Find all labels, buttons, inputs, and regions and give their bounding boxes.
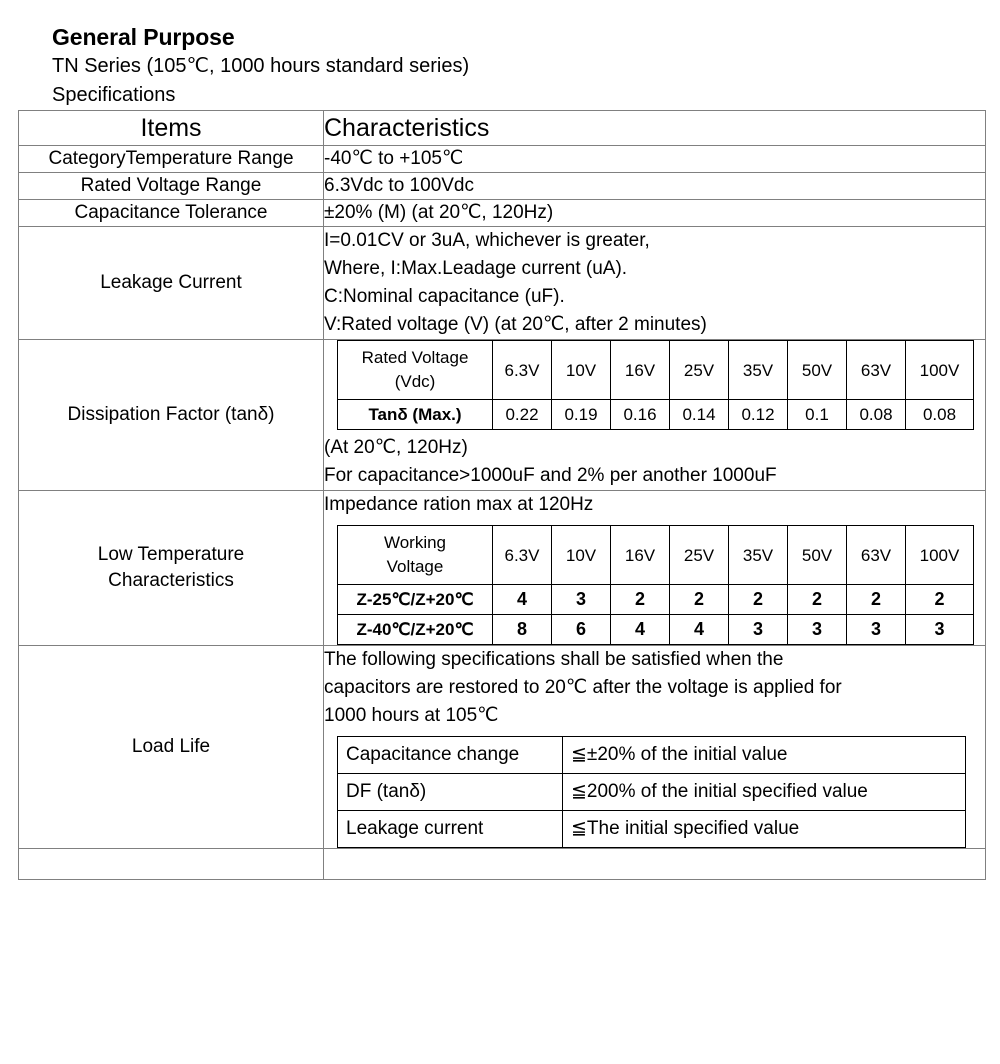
value-leakage-current <box>324 227 986 340</box>
load-life-label-leakage-current: Leakage current <box>338 811 563 848</box>
df-voltage-cell: 10V <box>552 341 611 400</box>
leakage-line-4: V:Rated voltage (V) (at 20℃, after 2 minutes) <box>324 314 707 335</box>
low-temp-label-line-1: Low Temperature <box>97 544 245 565</box>
leakage-line-2: Where, I:Max.Leadage current (uA). <box>324 258 628 279</box>
lt-z25-cell: 2 <box>847 585 906 615</box>
lt-voltage-cell: 25V <box>670 526 729 585</box>
lt-row-label-working-voltage <box>338 526 493 585</box>
lt-z40-cell: 3 <box>847 615 906 645</box>
item-next-row-clipped <box>19 849 324 880</box>
table-row <box>19 173 986 200</box>
load-life-table <box>337 736 966 848</box>
df-note-capacitance: For capacitance>1000uF and 2% per another 1000uF <box>324 465 777 486</box>
df-voltage-cell: 25V <box>670 341 729 400</box>
load-life-intro-line-2: capacitors are restored to 20℃ after the voltage is applied for <box>324 677 842 698</box>
lt-z25-cell: 2 <box>906 585 974 615</box>
value-rated-voltage-range: 6.3Vdc to 100Vdc <box>324 173 986 200</box>
lt-z40-row <box>338 615 974 645</box>
lt-row-label-z25: Z-25℃/Z+20℃ <box>338 585 493 615</box>
load-life-row <box>338 774 966 811</box>
low-temperature-table <box>337 525 974 645</box>
lt-z25-cell: 3 <box>552 585 611 615</box>
series-subtitle: TN Series (105℃, 1000 hours standard series) <box>52 55 470 77</box>
specifications-table <box>18 110 986 880</box>
lt-label-line-1: Working <box>383 533 447 552</box>
value-next-row-clipped <box>324 849 986 880</box>
item-dissipation-factor: Dissipation Factor (tanδ) <box>19 340 324 491</box>
df-voltage-header-row <box>338 341 974 400</box>
lt-z25-cell: 4 <box>493 585 552 615</box>
lt-voltage-cell: 35V <box>729 526 788 585</box>
table-row <box>19 491 986 646</box>
df-tand-cell: 0.22 <box>493 400 552 430</box>
lt-z25-cell: 2 <box>670 585 729 615</box>
table-row <box>19 200 986 227</box>
df-voltage-cell: 63V <box>847 341 906 400</box>
df-row-label-rated-voltage <box>338 341 493 400</box>
df-note-conditions: (At 20℃, 120Hz) <box>324 437 468 458</box>
df-tand-cell: 0.12 <box>729 400 788 430</box>
load-life-value-capacitance-change: ≦±20% of the initial value <box>563 737 966 774</box>
lt-z40-cell: 3 <box>906 615 974 645</box>
lt-voltage-cell: 16V <box>611 526 670 585</box>
load-life-intro-line-3: 1000 hours at 105℃ <box>324 705 499 726</box>
header-characteristics: Characteristics <box>324 111 986 146</box>
value-dissipation-factor <box>324 340 986 491</box>
lt-label-line-2: Voltage <box>386 557 444 576</box>
item-low-temperature-characteristics <box>19 491 324 646</box>
lt-z25-cell: 2 <box>729 585 788 615</box>
dissipation-factor-table <box>337 340 974 430</box>
lt-voltage-cell: 50V <box>788 526 847 585</box>
load-life-value-leakage-current: ≦The initial specified value <box>563 811 966 848</box>
lt-z40-cell: 3 <box>788 615 847 645</box>
lt-z40-cell: 3 <box>729 615 788 645</box>
lt-z25-row <box>338 585 974 615</box>
df-voltage-cell: 100V <box>906 341 974 400</box>
df-label-line-1: Rated Voltage <box>361 348 469 367</box>
lt-z25-cell: 2 <box>611 585 670 615</box>
table-row <box>19 646 986 849</box>
df-row-label-tand: Tanδ (Max.) <box>338 400 493 430</box>
item-capacitance-tolerance: Capacitance Tolerance <box>19 200 324 227</box>
df-voltage-cell: 50V <box>788 341 847 400</box>
value-low-temperature-characteristics <box>324 491 986 646</box>
value-category-temperature-range: -40℃ to +105℃ <box>324 146 986 173</box>
load-life-value-df: ≦200% of the initial specified value <box>563 774 966 811</box>
df-label-line-2: (Vdc) <box>394 372 436 391</box>
lt-z25-cell: 2 <box>788 585 847 615</box>
df-tand-cell: 0.19 <box>552 400 611 430</box>
df-tand-cell: 0.08 <box>906 400 974 430</box>
section-label: Specifications <box>52 84 176 106</box>
lt-voltage-cell: 100V <box>906 526 974 585</box>
load-life-intro-line-1: The following specifications shall be satisfied when the <box>324 649 784 670</box>
lt-z40-cell: 6 <box>552 615 611 645</box>
lt-voltage-cell: 10V <box>552 526 611 585</box>
load-life-label-capacitance-change: Capacitance change <box>338 737 563 774</box>
load-life-label-df: DF (tanδ) <box>338 774 563 811</box>
header-items: Items <box>19 111 324 146</box>
lt-voltage-header-row <box>338 526 974 585</box>
load-life-row <box>338 737 966 774</box>
lt-z40-cell: 8 <box>493 615 552 645</box>
table-row <box>19 146 986 173</box>
item-leakage-current: Leakage Current <box>19 227 324 340</box>
leakage-line-3: C:Nominal capacitance (uF). <box>324 286 565 307</box>
df-tand-cell: 0.08 <box>847 400 906 430</box>
lt-voltage-cell: 63V <box>847 526 906 585</box>
load-life-row <box>338 811 966 848</box>
lt-z40-cell: 4 <box>611 615 670 645</box>
df-tand-cell: 0.14 <box>670 400 729 430</box>
lt-z40-cell: 4 <box>670 615 729 645</box>
page-title: General Purpose <box>52 24 235 50</box>
df-voltage-cell: 35V <box>729 341 788 400</box>
table-row <box>19 227 986 340</box>
df-tand-cell: 0.16 <box>611 400 670 430</box>
df-voltage-cell: 16V <box>611 341 670 400</box>
low-temp-note-impedance: Impedance ration max at 120Hz <box>324 494 594 515</box>
heading-block <box>0 0 1000 110</box>
df-voltage-cell: 6.3V <box>493 341 552 400</box>
leakage-line-1: I=0.01CV or 3uA, whichever is greater, <box>324 230 650 251</box>
table-row-partial <box>19 849 986 880</box>
item-load-life: Load Life <box>19 646 324 849</box>
lt-row-label-z40: Z-40℃/Z+20℃ <box>338 615 493 645</box>
table-row <box>19 340 986 491</box>
item-rated-voltage-range: Rated Voltage Range <box>19 173 324 200</box>
df-tand-cell: 0.1 <box>788 400 847 430</box>
lt-voltage-cell: 6.3V <box>493 526 552 585</box>
low-temp-label-line-2: Characteristics <box>108 570 234 591</box>
value-capacitance-tolerance: ±20% (M) (at 20℃, 120Hz) <box>324 200 986 227</box>
table-header-row <box>19 111 986 146</box>
df-tand-row <box>338 400 974 430</box>
value-load-life <box>324 646 986 849</box>
item-category-temperature-range: CategoryTemperature Range <box>19 146 324 173</box>
